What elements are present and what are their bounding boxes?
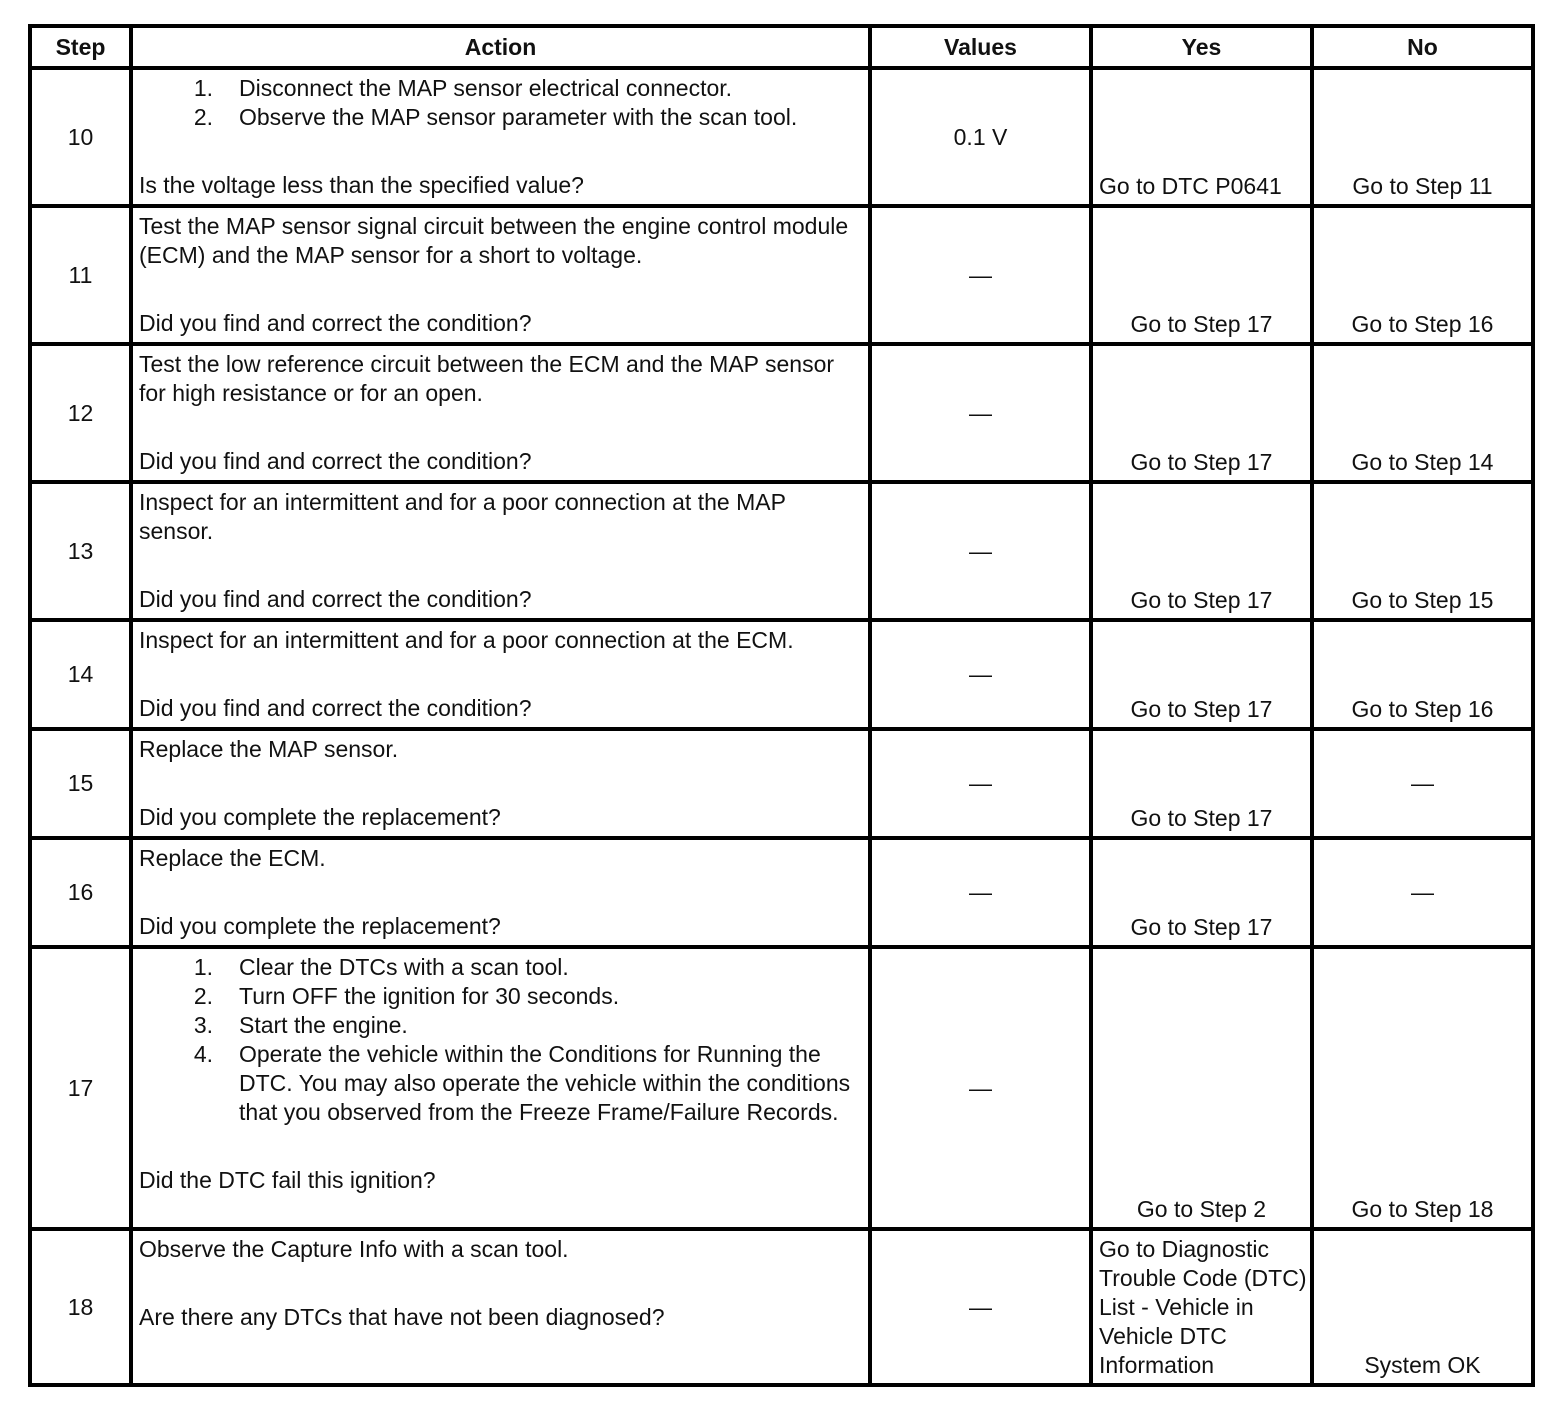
diagnostic-table bbox=[28, 24, 1535, 1387]
header-values: Values bbox=[870, 26, 1091, 68]
action-text: Replace the ECM. bbox=[139, 845, 326, 871]
step-number: 10 bbox=[30, 68, 131, 206]
step-number: 11 bbox=[30, 206, 131, 344]
no-cell: Go to Step 16 bbox=[1312, 206, 1533, 344]
action-question: Did you complete the replacement? bbox=[139, 913, 501, 939]
yes-cell: Go to Step 17 bbox=[1091, 344, 1312, 482]
action-question: Did you find and correct the condition? bbox=[139, 695, 532, 721]
table-row bbox=[30, 620, 1533, 729]
yes-cell: Go to DTC P0641 bbox=[1091, 68, 1312, 206]
header-yes: Yes bbox=[1091, 26, 1312, 68]
action-text: Observe the Capture Info with a scan tool. bbox=[139, 1236, 569, 1262]
yes-cell: Go to Step 2 bbox=[1091, 947, 1312, 1229]
list-item: 3. Start the engine. bbox=[193, 1012, 408, 1038]
table-row bbox=[30, 344, 1533, 482]
yes-cell: Go to Step 17 bbox=[1091, 620, 1312, 729]
no-cell: Go to Step 14 bbox=[1312, 344, 1533, 482]
value-cell: — bbox=[870, 482, 1091, 620]
action-question: Did you complete the replacement? bbox=[139, 804, 501, 830]
table-row bbox=[30, 838, 1533, 947]
table-row bbox=[30, 206, 1533, 344]
no-cell: — bbox=[1312, 729, 1533, 838]
no-cell: Go to Step 15 bbox=[1312, 482, 1533, 620]
value-cell: — bbox=[870, 947, 1091, 1229]
action-cell bbox=[131, 838, 870, 947]
table-row bbox=[30, 947, 1533, 1229]
table-row bbox=[30, 482, 1533, 620]
no-cell: Go to Step 16 bbox=[1312, 620, 1533, 729]
step-number: 15 bbox=[30, 729, 131, 838]
list-item: 1. Clear the DTCs with a scan tool. bbox=[193, 954, 569, 980]
step-number: 12 bbox=[30, 344, 131, 482]
list-item: 2. Observe the MAP sensor parameter with the scan tool. bbox=[193, 104, 798, 130]
list-item: 4. Operate the vehicle within the Conditions for Running the DTC. You may also operate the vehicle within the conditions that you observed from the Freeze Frame/Failure Records. bbox=[193, 1041, 851, 1125]
no-cell: Go to Step 11 bbox=[1312, 68, 1533, 206]
action-text: Test the low reference circuit between the ECM and the MAP sensor for high resistance or for an open. bbox=[139, 351, 835, 406]
action-text: Test the MAP sensor signal circuit between the engine control module (ECM) and the MAP sensor for a short to voltage. bbox=[139, 213, 849, 268]
step-number: 18 bbox=[30, 1229, 131, 1385]
step-number: 14 bbox=[30, 620, 131, 729]
action-text: Inspect for an intermittent and for a poor connection at the ECM. bbox=[139, 627, 794, 653]
action-cell bbox=[131, 1229, 870, 1385]
action-text: Inspect for an intermittent and for a poor connection at the MAP sensor. bbox=[139, 489, 786, 544]
value-cell: — bbox=[870, 838, 1091, 947]
action-question: Is the voltage less than the specified value? bbox=[139, 172, 584, 198]
step-number: 17 bbox=[30, 947, 131, 1229]
no-cell: Go to Step 18 bbox=[1312, 947, 1533, 1229]
action-question: Did you find and correct the condition? bbox=[139, 310, 532, 336]
no-cell: — bbox=[1312, 838, 1533, 947]
value-cell: — bbox=[870, 1229, 1091, 1385]
yes-cell: Go to Step 17 bbox=[1091, 838, 1312, 947]
action-cell bbox=[131, 68, 870, 206]
value-cell: 0.1 V bbox=[870, 68, 1091, 206]
value-cell: — bbox=[870, 620, 1091, 729]
header-no: No bbox=[1312, 26, 1533, 68]
action-cell bbox=[131, 620, 870, 729]
action-question: Did the DTC fail this ignition? bbox=[139, 1167, 436, 1193]
value-cell: — bbox=[870, 206, 1091, 344]
yes-cell: Go to Step 17 bbox=[1091, 729, 1312, 838]
list-item: 2. Turn OFF the ignition for 30 seconds. bbox=[193, 983, 620, 1009]
yes-cell: Go to Step 17 bbox=[1091, 206, 1312, 344]
step-number: 16 bbox=[30, 838, 131, 947]
yes-cell: Go to Step 17 bbox=[1091, 482, 1312, 620]
value-cell: — bbox=[870, 729, 1091, 838]
action-cell bbox=[131, 947, 870, 1229]
header-action: Action bbox=[131, 26, 870, 68]
step-number: 13 bbox=[30, 482, 131, 620]
action-list bbox=[139, 74, 862, 132]
table-row bbox=[30, 1229, 1533, 1385]
action-question: Did you find and correct the condition? bbox=[139, 586, 532, 612]
action-question: Are there any DTCs that have not been diagnosed? bbox=[139, 1304, 665, 1330]
action-cell bbox=[131, 482, 870, 620]
value-cell: — bbox=[870, 344, 1091, 482]
list-item: 1. Disconnect the MAP sensor electrical connector. bbox=[193, 75, 733, 101]
header-row bbox=[30, 26, 1533, 68]
action-cell bbox=[131, 206, 870, 344]
table-row bbox=[30, 68, 1533, 206]
no-cell: System OK bbox=[1312, 1229, 1533, 1385]
action-cell bbox=[131, 729, 870, 838]
yes-cell: Go to Diagnostic Trouble Code (DTC) List - Vehicle in Vehicle DTC Information bbox=[1091, 1229, 1312, 1385]
action-cell bbox=[131, 344, 870, 482]
table-row bbox=[30, 729, 1533, 838]
action-text: Replace the MAP sensor. bbox=[139, 736, 399, 762]
action-question: Did you find and correct the condition? bbox=[139, 448, 532, 474]
header-step: Step bbox=[30, 26, 131, 68]
action-list bbox=[139, 953, 862, 1127]
